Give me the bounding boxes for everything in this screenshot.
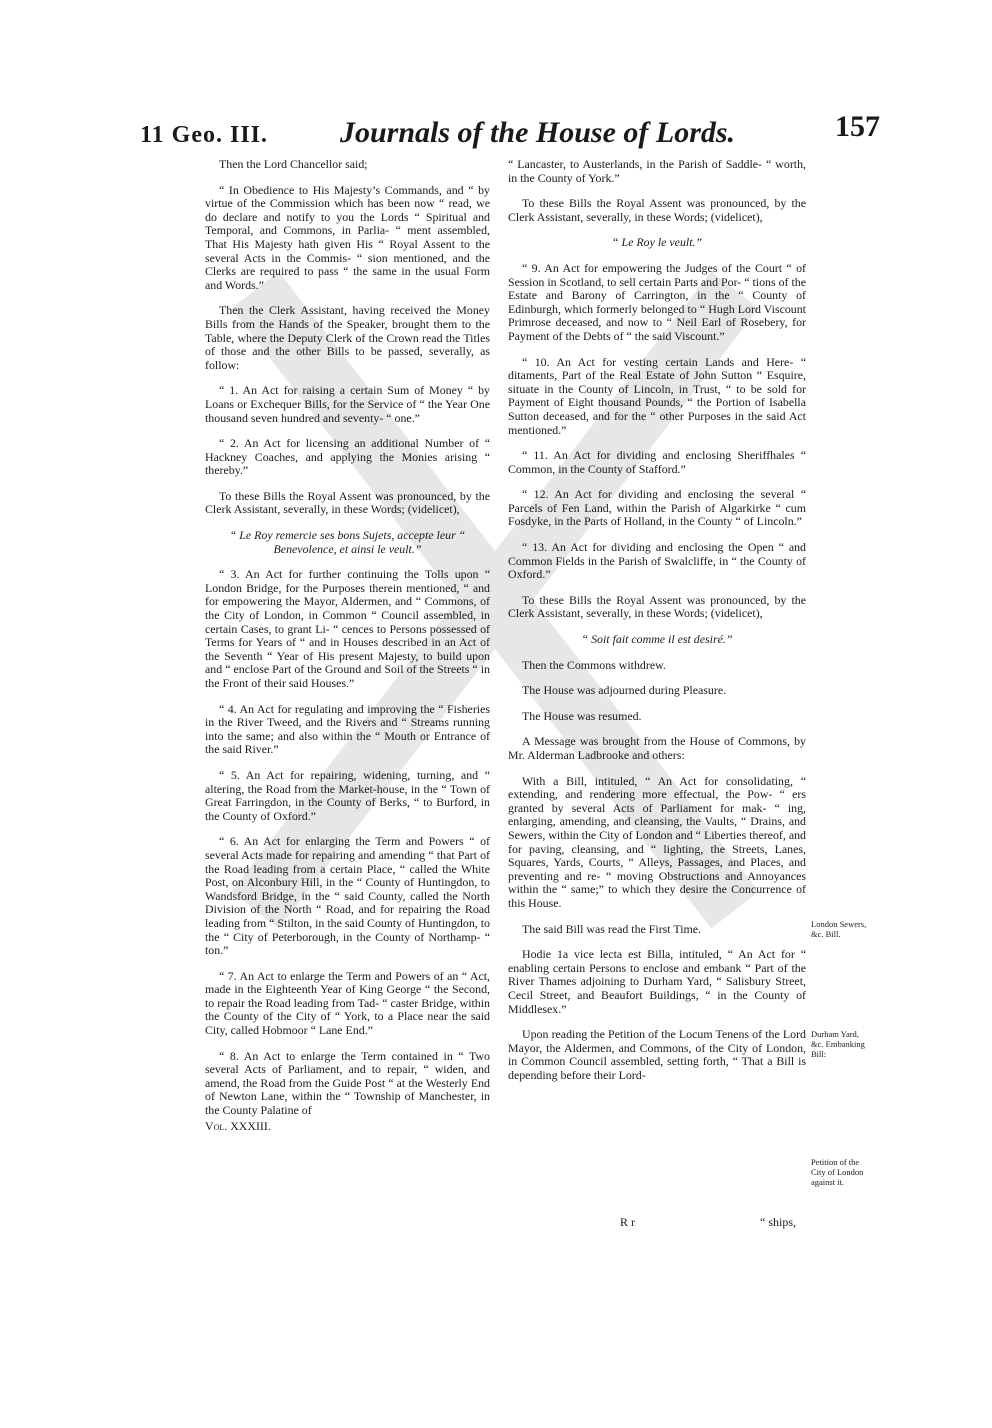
page-header: [140, 92, 880, 149]
act-entry: “ 12. An Act for dividing and enclosing the several “ Parcels of Fen Land, within the Parish of Algarkirke “ cum Fosdyke, in the Parts of Holland, in the County “ of Lincoln.”: [508, 487, 806, 529]
paragraph: Hodie 1a vice lecta est Billa, intituled, “ An Act for “ enabling certain Persons to enclose and embank “ Part of the River Thames adjoining to Durham Yard, “ Salisbury Street, Cecil Street, and Beaufort Buildings, “ in the County of Middlesex.”: [508, 947, 806, 1016]
volume-footer: Vol. XXXIII.: [205, 1118, 271, 1133]
paragraph: Upon reading the Petition of the Locum Tenens of the Lord Mayor, the Aldermen, and Commons, of the City of London, in Common Council assembled, setting forth, “ That a Bill is depending before their Lord-: [508, 1027, 806, 1082]
act-entry: “ 2. An Act for licensing an additional Number of “ Hackney Coaches, and applying the Monies arising “ thereby.”: [205, 436, 490, 478]
paragraph: Then the Clerk Assistant, having received the Money Bills from the Hands of the Speaker, brought them to the Table, where the Deputy Clerk of the Crown read the Titles of those and the other Bills to be passed, severally, as follow:: [205, 303, 490, 372]
paragraph: To these Bills the Royal Assent was pronounced, by the Clerk Assistant, severally, in these Words; (videlicet),: [205, 488, 490, 517]
paragraph: To these Bills the Royal Assent was pronounced, by the Clerk Assistant, severally, in these Words; (videlicet),: [508, 196, 806, 224]
paragraph: The House was adjourned during Pleasure.: [522, 683, 727, 698]
margin-note: London Sewers, &c. Bill.: [811, 919, 867, 939]
left-column: [205, 158, 490, 1145]
paragraph: A Message was brought from the House of Commons, by Mr. Alderman Ladbrooke and others:: [508, 734, 806, 762]
act-entry: “ 11. An Act for dividing and enclosing Sheriffhales “ Common, in the County of Stafford.”: [508, 448, 806, 476]
royal-assent-formula: “ Le Roy le veult.”: [611, 235, 703, 250]
paragraph: To these Bills the Royal Assent was pronounced, by the Clerk Assistant, severally, in these Words; (videlicet),: [508, 592, 806, 621]
journal-title: Journals of the House of Lords.: [340, 116, 736, 149]
act-entry: “ 6. An Act for enlarging the Term and Powers “ of several Acts made for repairing and amending “ that Part of the Road leading from a certain Place, “ called the White Post, on Alconbury Hill, in the “ County of Huntingdon, to Wandsford Bridge, in the “ said County, called the North Division of the North “ Road, and for repairing the Road leading from “ Stilton, in the said County of Huntingdon, to the “ City of Peterborough, in the County of Northamp- “ ton.”: [205, 834, 490, 958]
paragraph: “ Lancaster, to Austerlands, in the Parish of Saddle- “ worth, in the County of York.”: [508, 157, 806, 185]
catchword: “ ships,: [760, 1215, 796, 1229]
margin-note: Petition of the City of London against it.: [811, 1157, 864, 1187]
margin-note: Durham Yard, &c. Embanking Bill:: [811, 1029, 865, 1059]
page-number: 157: [835, 110, 880, 143]
act-entry: “ 13. An Act for dividing and enclosing the Open “ and Common Fields in the Parish of Swalcliffe, in “ the County of Oxford.”: [508, 540, 806, 582]
royal-assent-formula: “ Le Roy remercie ses bons Sujets, accepte leur “ Benevolence, et ainsi le veult.”: [229, 528, 466, 556]
royal-assent-formula: “ Soit fait comme il est desiré.”: [581, 632, 733, 647]
act-entry: “ 9. An Act for empowering the Judges of the Court “ of Session in Scotland, to sell certain Parts and Por- “ tions of the Estate and Barony of Carrington, in the “ County of Edinburgh, which formerly belonged to “ Hugh Lord Viscount Primrose deceased, and now to “ Neil Earl of Rosebery, for Payment of the Debts of “ the said Viscount.”: [508, 260, 806, 343]
act-entry: “ 1. An Act for raising a certain Sum of Money “ by Loans or Exchequer Bills, for the Service of “ the Year One thousand seven hundred and seventy- “ one.”: [205, 383, 490, 425]
signature-mark: R r: [620, 1215, 635, 1229]
paragraph: Then the Commons withdrew.: [522, 657, 666, 672]
right-column: [508, 158, 806, 1094]
act-entry: “ 3. An Act for further continuing the Tolls upon “ London Bridge, for the Purposes therein mentioned, “ and for empowering the Mayor, Aldermen, and “ Commons, of the City of London, in Common “ Council assembled, in certain Cases, to grant Li- “ cences to Persons possessed of Terms for Years of “ and in Houses described in an Act of the Seventh “ Year of His present Majesty, to build upon and “ enclose Part of the Ground and Soil of the Streets “ in the Front of their said Houses.”: [205, 567, 490, 690]
act-entry: “ 5. An Act for repairing, widening, turning, and “ altering, the Road from the Market-house, in the “ Town of Great Farringdon, in the County of Berks, “ to Burford, in the County of Oxford.”: [205, 767, 490, 823]
paragraph: Then the Lord Chancellor said;: [219, 157, 368, 171]
paragraph: The said Bill was read the First Time.: [522, 921, 702, 936]
act-entry: “ 8. An Act to enlarge the Term contained in “ Two several Acts of Parliament, and to repair, “ widen, and amend, the Road from the Guide Post “ at the Westerly End of Newton Lane, within the “ Township of Manchester, in the County Palatine of: [205, 1048, 490, 1118]
paragraph: With a Bill, intituled, “ An Act for consolidating, “ extending, and rendering more effectual, the Pow- “ ers granted by several Acts of Parliament for mak- “ ing, enlarging, amending, and cleansing, the Vaults, “ Drains, and Sewers, within the City of London and “ Liberties thereof, and for paving, cleansing, and “ lighting, the Streets, Lanes, Squares, Yards, Courts, “ Alleys, Passages, and Places, and preventing and re- “ moving Obstructions and Annoyances within the “ same;” to which they desire the Concurrence of this House.: [508, 773, 806, 910]
paragraph: The House was resumed.: [522, 708, 642, 723]
act-entry: “ 4. An Act for regulating and improving the “ Fisheries in the River Tweed, and the Rivers and “ Streams running into the same; and also within the “ Mouth or Entrance of the said River.”: [205, 701, 490, 757]
act-entry: “ 7. An Act to enlarge the Term and Powers of an “ Act, made in the Eighteenth Year of King George “ the Second, to repair the Road leading from Tad- “ caster Bridge, within the County of the City of “ York, to a Place near the said City, called Hobmoor “ Lane End.”: [205, 968, 490, 1038]
paragraph: “ In Obedience to His Majesty’s Commands, and “ by virtue of the Commission which has been now “ read, we do declare and notify to you the Lords “ Spiritual and Temporal, and Commons, in Parlia- “ ment assembled, That His Majesty hath given His “ Royal Assent to the several Acts in the Commis- “ sion mentioned, and the Clerks are required to pass “ the same in the usual Form and Words.”: [205, 182, 490, 292]
act-entry: “ 10. An Act for vesting certain Lands and Here- “ ditaments, Part of the Real Estate of John Sutton “ Esquire, situate in the County of Lincoln, in Trust, “ to be sold for Payment of Eight thousand Pounds, “ the Portion of Isabella Sutton deceased, and for the “ other Purposes in the said Act mentioned.”: [508, 354, 806, 437]
regnal-year: 11 Geo. III.: [140, 122, 269, 148]
